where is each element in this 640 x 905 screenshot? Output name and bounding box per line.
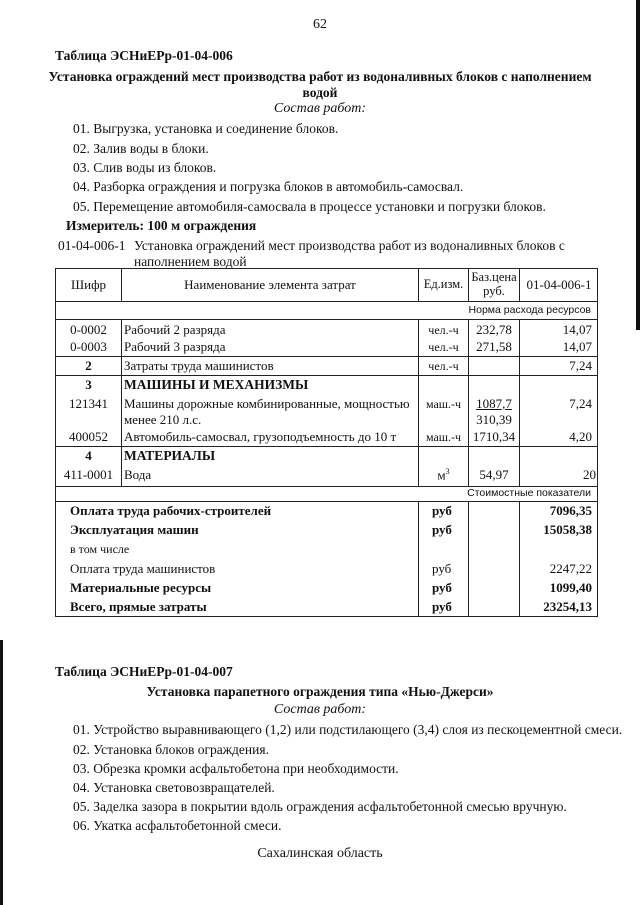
cost-name: в том числе: [70, 542, 130, 556]
col-divider: [121, 319, 122, 486]
cost-name: Материальные ресурсы: [70, 580, 212, 595]
table1-work-item: 04. Разборка ограждения и погрузка блоков в автомобиль-самосвал.: [73, 179, 464, 194]
table1-item-desc-line2: наполнением водой: [134, 254, 247, 269]
cost-name: Оплата труда машинистов: [70, 561, 216, 576]
table1-composition-title: Состав работ:: [273, 101, 367, 116]
resource-table: [55, 268, 598, 617]
row-name-line2: менее 210 л.с.: [124, 412, 202, 427]
norm-label: Норма расхода ресурсов: [468, 304, 591, 316]
row-name: Рабочий 3 разряда: [124, 339, 226, 354]
row-price-line2: 310,39: [476, 412, 512, 427]
table1-work-item: 01. Выгрузка, установка и соединение блоков.: [73, 121, 339, 136]
section-code: 4: [85, 448, 92, 463]
row-value: 7,24: [569, 396, 592, 411]
cost-unit: руб: [432, 580, 452, 595]
table2-title: Таблица ЭСНиЕРр-01-04-007: [55, 664, 233, 679]
col-divider: [468, 501, 469, 617]
cost-label: Стоимостные показатели: [467, 487, 591, 499]
row-price: 271,58: [476, 339, 512, 354]
row-value: 20: [583, 467, 596, 482]
row-unit: $м^3$: [437, 467, 450, 483]
table2-work-item: 02. Установка блоков ограждения.: [73, 742, 269, 757]
cost-value: 23254,13: [543, 599, 592, 614]
row-unit: чел.-ч: [428, 323, 459, 337]
row-price: 232,78: [476, 322, 512, 337]
row-code: 0-0002: [70, 322, 107, 337]
col-divider: [519, 501, 520, 617]
row-code: 121341: [69, 396, 108, 411]
cost-value: 2247,22: [549, 561, 592, 576]
table1-meter: Измеритель: 100 м ограждения: [66, 218, 257, 233]
row-code: 2: [85, 358, 92, 373]
table2-work-item: 01. Устройство выравнивающего (1,2) или подстилающего (3,4) слоя из пескоцементной смеси.: [73, 722, 623, 737]
table-rule: [56, 501, 597, 502]
row-code: 400052: [69, 429, 108, 444]
table1-heading-line2: водой: [302, 85, 338, 100]
row-name: Рабочий 2 разряда: [124, 322, 226, 337]
col-header-price-line2: руб.: [483, 284, 505, 298]
col-header-name: Наименование элемента затрат: [184, 277, 356, 292]
col-divider: [519, 319, 520, 486]
row-name: Автомобиль-самосвал, грузоподъемность до 10 т: [124, 429, 397, 444]
table-rule: [56, 301, 597, 302]
table2-work-item: 04. Установка световозвращателей.: [73, 780, 275, 795]
row-name: Затраты труда машинистов: [124, 358, 274, 373]
row-unit: маш.-ч: [425, 430, 462, 444]
table-rule: [56, 356, 597, 357]
row-unit: маш.-ч: [425, 397, 462, 411]
row-value: 7,24: [569, 358, 592, 373]
page-number: 62: [313, 17, 327, 32]
row-value: 14,07: [562, 339, 592, 354]
page-footer: Сахалинская область: [257, 846, 383, 861]
section-title: МАШИНЫ И МЕХАНИЗМЫ: [124, 377, 309, 392]
table1-title: Таблица ЭСНиЕРр-01-04-006: [55, 48, 233, 63]
table-rule: [56, 446, 597, 447]
row-value: 4,20: [569, 429, 592, 444]
table1-work-item: 02. Залив воды в блоки.: [73, 141, 209, 156]
cost-value: 1099,40: [549, 580, 592, 595]
table1-work-item: 03. Слив воды из блоков.: [73, 160, 217, 175]
col-header-value: 01-04-006-1: [526, 277, 592, 292]
table2-work-item: 05. Заделка зазора в покрытии вдоль ограждения асфальтобетонной смесью вручную.: [73, 799, 567, 814]
table2-composition-title: Состав работ:: [273, 702, 367, 717]
table2-work-item: 06. Укатка асфальтобетонной смеси.: [73, 818, 282, 833]
section-title: МАТЕРИАЛЫ: [124, 448, 216, 463]
row-unit: чел.-ч: [428, 340, 459, 354]
row-unit: чел.-ч: [428, 359, 459, 373]
row-name-line1: Машины дорожные комбинированные, мощностью: [124, 396, 410, 411]
table1-item-desc-line1: Установка ограждений мест производства работ из водоналивных блоков с: [134, 238, 565, 253]
row-value: 14,07: [562, 322, 592, 337]
row-code: 0-0003: [70, 339, 107, 354]
cost-name: Эксплуатация машин: [70, 522, 199, 537]
table-rule: [56, 319, 597, 320]
table1-heading-line1: Установка ограждений мест производства работ из водоналивных блоков с наполнением: [48, 69, 592, 84]
scan-edge-right: [636, 0, 640, 330]
row-price: 1710,34: [472, 429, 516, 444]
scan-edge-left: [0, 640, 3, 905]
table1-item-code: 01-04-006-1: [58, 238, 126, 253]
col-header-price-line1: Баз.цена: [471, 270, 517, 284]
row-code: 411-0001: [63, 467, 114, 482]
section-code: 3: [85, 377, 92, 392]
col-header-unit: Ед.изм.: [423, 277, 464, 291]
cost-unit: руб: [432, 599, 452, 614]
col-header-code: Шифр: [71, 277, 106, 292]
table1-work-item: 05. Перемещение автомобиля-самосвала в процессе установки и погрузки блоков.: [73, 199, 546, 214]
row-price-line1: 1087,7: [476, 396, 512, 411]
table2-heading: Установка парапетного ограждения типа «Нью-Джерси»: [146, 684, 494, 699]
cost-unit: руб: [432, 503, 452, 518]
table2-work-item: 03. Обрезка кромки асфальтобетона при необходимости.: [73, 761, 399, 776]
cost-name: Всего, прямые затраты: [70, 599, 207, 614]
row-name: Вода: [124, 467, 152, 482]
cost-value: 15058,38: [543, 522, 592, 537]
table-rule: [56, 375, 597, 376]
cost-name: Оплата труда рабочих-строителей: [70, 503, 272, 518]
cost-value: 7096,35: [549, 503, 592, 518]
cost-unit: руб: [432, 522, 452, 537]
row-price: 54,97: [479, 467, 509, 482]
col-divider: [418, 501, 419, 617]
cost-unit: руб: [432, 561, 452, 576]
